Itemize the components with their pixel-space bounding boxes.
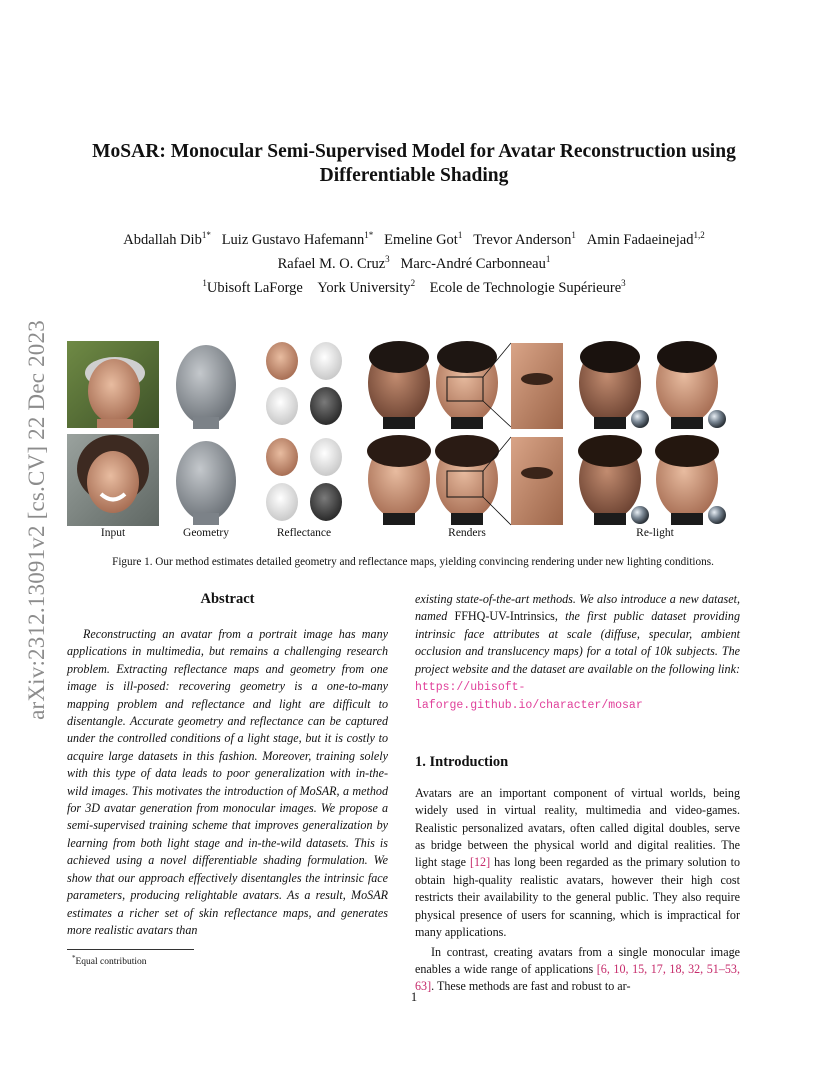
affiliation: Ecole de Technologie Supérieure$^3$ (429, 278, 626, 296)
abstract-text: Reconstructing an avatar from a portrait image has many applications in multimedia, but remains a challenging research problem. Extracting reflectance maps and geometry from one image is ill-posed: recovering geometry is a one-to-many mapping problem and reflectance and light are difficult to disentangle. Accurate geometry and reflectance can be captured under the controlled conditions of a light stage, but it is costly to acquire large datasets in this fashion. Moreover, training solely with this type of data leads to poor generalization with in-the-wild images. This motivates the introduction of MoSAR, a method for 3D avatar generation from monocular images. We propose a semi-supervised training scheme that improves generalization by learning from both light stage and in-the-wild datasets. This is achieved using a novel differentiable shading formulation. We show that our approach effectively disentangles the intrinsic face parameters, producing relightable avatars. As a result, MoSAR estimates a richer set of skin reflectance maps, and generates more realistic avatars than (67, 627, 388, 937)
reflectance-maps-2 (266, 438, 342, 521)
label-input: Input (100, 527, 126, 539)
footnote: *Equal contribution (72, 954, 147, 968)
geometry-head-2 (176, 441, 236, 525)
introduction-heading: 1. Introduction (415, 753, 509, 770)
render-heads-1 (368, 341, 563, 429)
relight-heads-1 (579, 341, 726, 429)
authors-line-1 (60, 226, 768, 250)
authors-line-2 (60, 250, 768, 274)
author-list (60, 226, 768, 274)
right-column (415, 591, 740, 996)
author-name: Rafael M. O. Cruz$^3$ (277, 253, 390, 272)
page-number: 1 (410, 990, 418, 1004)
dataset-name: FFHQ-UV-Intrinsics (454, 609, 555, 624)
affiliations (60, 274, 768, 298)
affiliation: $^1$Ubisoft LaForge (202, 278, 303, 296)
abstract-heading: Abstract (200, 591, 255, 607)
intro-paragraph-1: Avatars are an important component of virtual worlds, being widely used in virtual reality, multimedia and video-games. Realistic personalized avatars, often called digital doubles, serve as bridge between the physical world and digital realities. The light stage [12] has long been regarded as the primary solution to obtain high-quality realistic avatars, however their high cost restricts their availability to the general public. They also require physical presence of users for scanning, which is impractical for many applications. (415, 785, 740, 940)
geometry-head-1 (176, 345, 236, 429)
figure-caption: Figure 1. Our method estimates detailed geometry and reflectance maps, yielding convincing rendering under new lighting conditions. (112, 556, 714, 568)
author-name: Trevor Anderson$^1$ (473, 230, 576, 248)
project-link[interactable]: https://ubisoft-laforge.github.io/character/mosar (415, 681, 643, 713)
citation-link[interactable]: [12] (469, 855, 491, 870)
render-heads-2 (367, 435, 563, 525)
citation-links[interactable]: [6, 10, 15, 17, 18, 32, 51–53, 63] (415, 961, 740, 994)
author-name: Amin Fadaeinejad$^{1,2}$ (586, 230, 705, 248)
reflectance-maps-1 (266, 342, 342, 425)
affiliation: York University$^2$ (317, 278, 416, 296)
arxiv-side-stamp: arXiv:2312.13091v2 [cs.CV] 22 Dec 2023 (24, 320, 49, 720)
label-reflectance: Reflectance (276, 527, 332, 539)
author-name: Emeline Got$^1$ (384, 230, 463, 248)
paper-title: MoSAR: Monocular Semi-Supervised Model for Avatar Reconstruction using Differentiable Shading (92, 141, 736, 186)
footnote-rule (67, 949, 194, 950)
author-name: Luiz Gustavo Hafemann$^{1*}$ (221, 230, 374, 248)
label-relight: Re-light (636, 527, 674, 539)
intro-paragraph-2: In contrast, creating avatars from a single monocular image enables a wide range of applications [6, 10, 15, 17, 18, 32, 51–53, 63]. These methods are fast and robust to ar- (415, 944, 740, 994)
input-photo-1 (67, 341, 159, 428)
left-column (67, 591, 388, 939)
label-renders: Renders (448, 527, 486, 539)
input-photo-2 (67, 434, 159, 526)
abstract-continuation: existing state-of-the-art methods. We also introduce a new dataset, named FFHQ-UV-Intrinsics, the first public dataset providing intrinsic face attributes at scale (diffuse, specular, ambient occlusion and translucency maps) for a total of 10k subjects. The project website and the dataset are available on the following link: https://ubisoft-laforge.github.io/character/mosar (415, 592, 741, 713)
author-name: Marc-André Carbonneau$^1$ (400, 253, 551, 272)
figure-column-labels (67, 527, 759, 543)
label-geometry: Geometry (183, 527, 229, 539)
author-name: Abdallah Dib$^{1*}$ (123, 230, 211, 248)
relight-heads-2 (578, 435, 726, 525)
teaser-figure (67, 339, 759, 531)
